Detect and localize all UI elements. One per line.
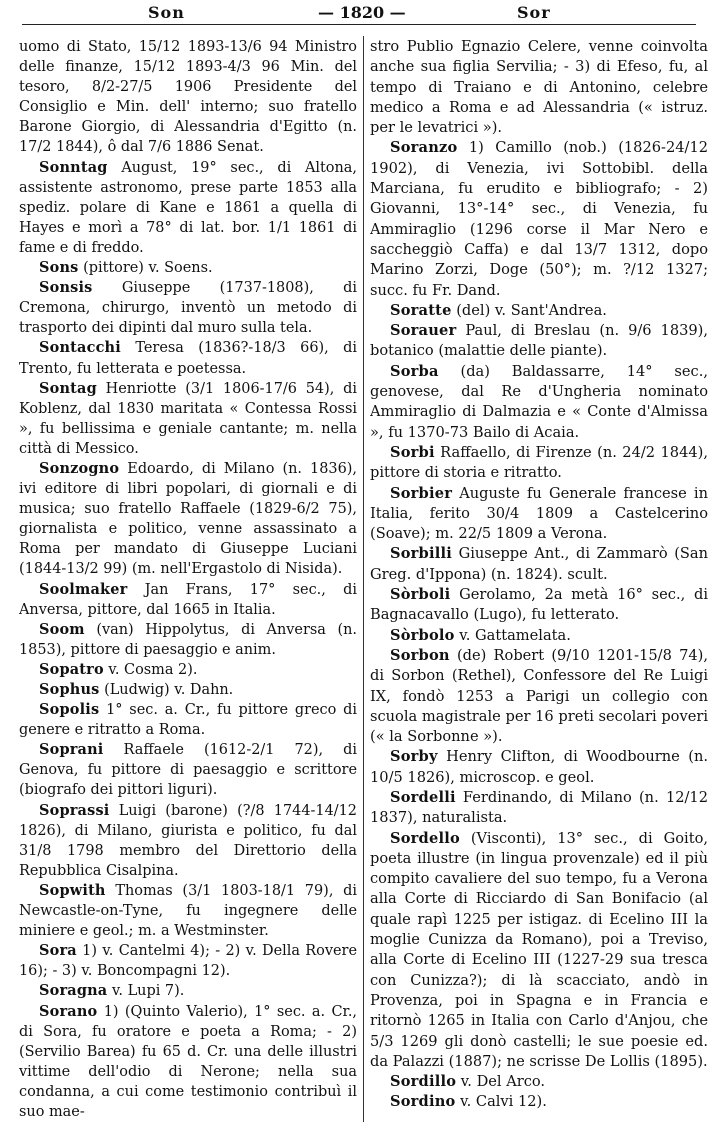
- dictionary-entry: [370, 626, 708, 646]
- entry-text: Edoardo, di Milano (n. 1836), ivi editore di libri popolari, di giornali e di musica; suo fratello Raffaele (1829-6/2 75), giornalista e politico, venne assassinato a Roma per mandato di Giuseppe Luciani (1844-13/2 99) (m. nell'Ergastolo di Nisida).: [19, 460, 357, 578]
- entry-text: (pittore) v. Soens.: [83, 260, 213, 277]
- dictionary-entry: [19, 941, 357, 981]
- entry-headword: Sòrboli: [390, 586, 451, 604]
- entry-text: Raffaello, di Firenze (n. 24/2 1844), pittore di storia e ritratto.: [370, 443, 708, 482]
- entry-headword: Soragna: [39, 982, 108, 1000]
- entry-headword: Sopatro: [39, 660, 104, 678]
- dictionary-entry: [19, 258, 357, 278]
- entry-headword: Sora: [39, 942, 77, 960]
- dictionary-entry: [19, 379, 357, 459]
- dictionary-entry: [19, 620, 357, 660]
- dictionary-entry: [370, 443, 708, 484]
- dictionary-entry: [370, 747, 708, 788]
- entry-text: 1) Camillo (nob.) (1826-24/12 1902), di Venezia, ivi Sottobibl. della Marciana, fu erudito e bibliografo; - 2) Giovanni, 13°-14° sec., di Venezia, fu Ammiraglio (1296 corse il Mar Nero e saccheggiò Caffa) e dal 13/7 1312, dopo Marino Zorzi, Doge (50°); m. ?/12 1327; succ. fu Fr. Dand.: [370, 139, 708, 299]
- dictionary-entry: [19, 1002, 357, 1123]
- entry-headword: Sòrbolo: [390, 626, 455, 644]
- header-rule: [22, 24, 696, 25]
- entry-headword: Soom: [39, 620, 85, 638]
- dictionary-entry: [370, 829, 708, 1073]
- dictionary-entry: [19, 740, 357, 800]
- entry-headword: Sonntag: [39, 158, 108, 176]
- entry-headword: Sonsis: [39, 279, 93, 297]
- dictionary-entry: [19, 158, 357, 258]
- entry-headword: Sons: [39, 259, 79, 277]
- entry-text: (Ludwig) v. Dahn.: [104, 682, 234, 698]
- dictionary-entry: [370, 138, 708, 300]
- page-header: [0, 0, 718, 28]
- entry-text: (van) Hippolytus, di Anversa (n. 1853), pittore di paesaggio e anim.: [19, 621, 357, 658]
- dictionary-entry: [370, 585, 708, 626]
- header-left-keyword: Son: [148, 3, 185, 22]
- dictionary-entry: [19, 338, 357, 378]
- dictionary-entry: [370, 788, 708, 829]
- entry-headword: Sorbier: [390, 484, 453, 502]
- entry-text: (del) v. Sant'Andrea.: [456, 301, 607, 319]
- entry-text: Gerolamo, 2a metà 16° sec., di Bagnacavallo (Lugo), fu letterato.: [370, 586, 708, 624]
- entry-text: v. Del Arco.: [460, 1073, 546, 1091]
- dictionary-entry: [19, 801, 357, 881]
- entry-headword: Sontag: [39, 379, 97, 397]
- dictionary-entry: [370, 301, 708, 321]
- entry-headword: Sopolis: [39, 701, 100, 719]
- page-number: — 1820 —: [318, 3, 406, 22]
- entry-headword: Sorba: [390, 362, 439, 380]
- dictionary-entry: [19, 660, 357, 680]
- dictionary-entry: [370, 484, 708, 545]
- entry-text: 1) (Quinto Valerio), 1° sec. a. Cr., di Sora, fu oratore e poeta a Roma; - 2) (Servilio Barea) fu 65 d. Cr. una delle illustri vittime dell'odio di Nerone; nella sua condanna, a cui come testimonio contribuì il suo mae-: [19, 1003, 357, 1120]
- entry-text: Luigi (barone) (?/8 1744-14/12 1826), di Milano, giurista e politico, fu dal 31/8 1798 membro del Direttorio della Repubblica Cisalpina.: [19, 802, 357, 879]
- left-column: [19, 37, 357, 1127]
- entry-headword: Sordino: [390, 1093, 456, 1111]
- entry-headword: Soranzo: [390, 139, 458, 157]
- dictionary-entry: [370, 646, 708, 747]
- entry-headword: Sorano: [39, 1002, 98, 1020]
- dictionary-entry: [19, 981, 357, 1001]
- entry-text: 1) v. Cantelmi 4); - 2) v. Della Rovere 16); - 3) v. Boncompagni 12).: [19, 943, 357, 980]
- entry-text: August, 19° sec., di Altona, assistente astronomo, prese parte 1853 alla spediz. polare di Kane e 1861 a quella di Hayes e morì a 78° di lat. bor. 1/1 1861 di fame e di freddo.: [19, 159, 357, 256]
- right-column: [370, 37, 708, 1127]
- entry-text: Raffaele (1612-2/1 72), di Genova, fu pittore di paesaggio e scrittore (biografo dei pittori liguri).: [19, 742, 357, 799]
- dictionary-entry: [370, 1072, 708, 1092]
- entry-headword: Soratte: [390, 301, 452, 319]
- dictionary-entry: [19, 881, 357, 941]
- dictionary-entry: [19, 278, 357, 338]
- entry-text: v. Lupi 7).: [111, 983, 185, 1000]
- entry-headword: Soolmaker: [39, 580, 128, 598]
- entry-text: Auguste fu Generale francese in Italia, ferito 30/4 1809 a Castelcerino (Soave); m. 22/5 1809 a Verona.: [370, 484, 708, 543]
- entry-text: Henry Clifton, di Woodbourne (n. 10/5 1826), microscop. e geol.: [370, 748, 708, 786]
- entry-text: Giuseppe (1737-1808), di Cremona, chirurgo, inventò un metodo di trasporto dei dipinti dal muro sulla tela.: [19, 280, 357, 337]
- entry-text: (da) Baldassarre, 14° sec., genovese, dal Re d'Ungheria nominato Ammiraglio di Dalmazia e « Conte d'Almissa », fu 1370-73 Bailo di Acaia.: [370, 362, 708, 441]
- entry-text: Teresa (1836?-18/3 66), di Trento, fu letterata e poetessa.: [19, 340, 357, 377]
- entry-headword: Sorbon: [390, 646, 450, 664]
- entry-text: Giuseppe Ant., di Zammarò (San Greg. d'Ippona) (n. 1824). scult.: [370, 545, 708, 583]
- entry-headword: Sorbilli: [390, 545, 452, 563]
- entry-text: Paul, di Breslau (n. 9/6 1839), botanico (malattie delle piante).: [370, 322, 708, 360]
- entry-headword: Sordillo: [390, 1073, 457, 1091]
- dictionary-entry: [370, 37, 708, 138]
- entry-text: v. Cosma 2).: [108, 661, 198, 678]
- entry-headword: Sonzogno: [39, 459, 120, 477]
- column-divider: [363, 36, 364, 1122]
- entry-headword: Sophus: [39, 681, 100, 698]
- entry-text: Ferdinando, di Milano (n. 12/12 1837), naturalista.: [370, 788, 708, 827]
- entry-text: Henriotte (3/1 1806-17/6 54), di Koblenz, dal 1830 maritata « Contessa Rossi », fu bellissima e geniale cantante; m. nella città di Messico.: [19, 380, 357, 457]
- entry-headword: Sontacchi: [39, 339, 121, 357]
- entry-headword: Soprassi: [39, 801, 110, 819]
- dictionary-entry: [370, 362, 708, 443]
- dictionary-entry: [370, 321, 708, 362]
- entry-text: (de) Robert (9/10 1201-15/8 74), di Sorbon (Rethel), Confessore del Re Luigi IX, fondò 1253 a Parigi un collegio con scuola magistrale per 16 preti secolari poveri (« la Sorbonne »).: [370, 646, 708, 746]
- entry-headword: Soprani: [39, 741, 104, 759]
- dictionary-entry: [370, 1092, 708, 1112]
- entry-text: Jan Frans, 17° sec., di Anversa, pittore, dal 1665 in Italia.: [19, 581, 357, 618]
- entry-headword: Sorbi: [390, 443, 435, 461]
- dictionary-entry: [19, 459, 357, 580]
- entry-text: v. Calvi 12).: [460, 1093, 547, 1111]
- entry-headword: Sordelli: [390, 788, 456, 806]
- dictionary-entry: [19, 700, 357, 740]
- dictionary-entry: [370, 544, 708, 585]
- entry-text: 1° sec. a. Cr., fu pittore greco di genere e ritratto a Roma.: [19, 702, 357, 739]
- dictionary-entry: [19, 580, 357, 620]
- entry-text: Thomas (3/1 1803-18/1 79), di Newcastle-on-Tyne, fu ingegnere delle miniere e geol.; m. a Westminster.: [19, 882, 357, 940]
- dictionary-entry: [19, 37, 357, 158]
- entry-text: (Visconti), 13° sec., di Goito, poeta illustre (in lingua provenzale) ed il più compito cavaliere del suo tempo, fu a Verona alla Corte di Ricciardo di San Bonifacio (al quale rapì 1225 per istigaz. di Ecelino III la moglie Cunizza da Romano), poi a Treviso, alla Corte di Ecelino III (1227-29 sua tresca con Cunizza?); di là scacciato, andò in Provenza, poi in Spagna e in Francia e ritornò 1265 in Italia con Carlo d'Anjou, che 5/3 1269 gli donò castelli; le sue poesie ed. da Palazzi (1887); ne scrisse De Lollis (1895).: [370, 829, 708, 1070]
- entry-text: v. Gattamelata.: [459, 626, 571, 644]
- header-right-keyword: Sor: [517, 3, 551, 22]
- entry-text: uomo di Stato, 15/12 1893-13/6 94 Ministro delle finanze, 15/12 1893-4/3 96 Min. del tesoro, 8/2-27/5 1906 Presidente del Consiglio e Min. dell' interno; suo fratello Barone Giorgio, di Alessandria d'Egitto (n. 17/2 1844), ô dal 7/6 1886 Senat.: [19, 39, 357, 156]
- entry-headword: Sorauer: [390, 322, 457, 340]
- entry-headword: Sorby: [390, 748, 438, 766]
- dictionary-entry: [19, 680, 357, 700]
- entry-headword: Sordello: [390, 829, 460, 847]
- entry-headword: Sopwith: [39, 881, 106, 899]
- entry-text: stro Publio Egnazio Celere, venne coinvolta anche sua figlia Servilia; - 3) di Efeso, fu, al tempo di Traiano e di Antonino, celebre medico a Roma e ad Alessandria (« istruz. per le levatrici »).: [370, 38, 708, 137]
